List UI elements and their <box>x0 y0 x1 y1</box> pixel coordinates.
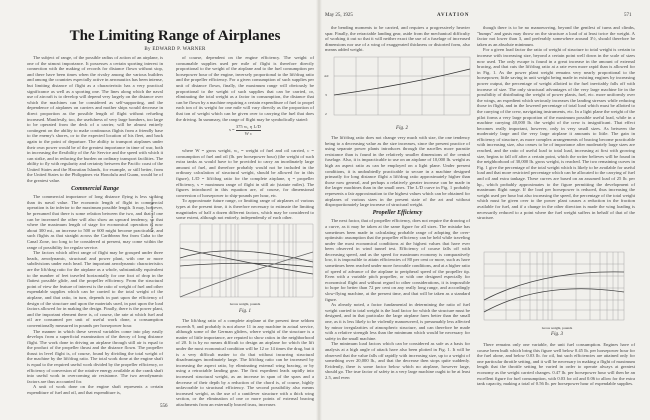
section-heading-commercial-range: Commercial Range <box>71 185 119 192</box>
formula-numerator: 375 w₁ η L/D <box>235 124 261 130</box>
figure-3-grid <box>484 252 624 320</box>
paragraph: The lift/drag ratio of a complete airplane at the present time seldom exceeds 9, and probably is not above 11 in any machine in actual service, although some of the German gliders, where weight of the structure is a matter of little importance, are reputed to show ratios in the neighborhood of 20. It is by no means difficult to design an airplane for which the lift under the most economical condition will be 12 or 14 times the drag, but it is a very difficult matter to do that without incurring structural disadvantages inordinately large. The lift/drag ratio can be increased by increasing the aspect ratio, by eliminating external wing bracing, or by using a retractable landing gear. The first expedient leads rapidly into increased structural weight, as an increase in span of the spars and a decrease of their depth by a reduction of the chord is, of course, highly unfavorable to structural efficiency. The second possibility also means increased weight, as the use of a cantilever structure with a thick wing section, or the elimination of one or more points of external bracing attachments from an externally braced truss, increases <box>176 318 314 407</box>
fig1-caption: Fig. 1 <box>239 309 251 314</box>
fig2-curve <box>334 69 470 95</box>
fig3-caption: Fig. 3 <box>551 332 563 337</box>
fig1-xlabel: Gross weight, pounds <box>229 302 261 306</box>
fig3-xlabel: Gross weight, pounds <box>541 326 573 330</box>
paragraph: A unit of work done on the engine shaft represents a certain expenditure of fuel and oil, and that expenditure is, <box>27 384 163 396</box>
paragraph: where W = gross weight, w₁ = weight of fuel and oil carried, c = consumption of fuel and oil (lb. per horsepower hour) (the weight of such extra tanks as would have to be provided to carry an inordinately large amount of fuel, and therefore probably would not be included in the ordinary calculation of structural weight, should be allowed for in this figure), L/D = lift/drag ratio for the complete airplane, η = propeller efficiency, s = maximum range of flight in still air (statute miles). The figures introduced in this equation are, of course, for dimensional conversion of horsepower to ship-pounds per hour, etc. <box>176 148 314 198</box>
byline: By EDWARD P. WARNER <box>144 47 206 52</box>
left-page-column-2-mid <box>176 148 314 220</box>
left-page-column-1 <box>27 55 163 400</box>
fig1-ylabel: L/D ratio and load factor <box>150 197 154 232</box>
paragraph: For a given load factor the ratio of weight of structure to total weight is certain to increase with increasing size, beyond a certain point well down in the scale of sizes now used. The only escape is found in a great increase in the amount of external bracing, and that cuts the lift/drag ratio at a rate even more rapid than is allowed for in Fig. 1. As the power plant weight remains very nearly proportional to the horsepower, little saving in unit weight being made in existing engines by increasing power output, the percentage of weight allotted to the fuel inevitably falls off with increase of size. The only structural advantages of the very large machine lie in the possibility of distributing the weight of power plants, fuel, etc. more uniformly over the wings, an expedient which seriously increases the landing stresses while reducing those in flight, and in the lowered percentage of total load which must be allotted to the carrying of the crew, navigating instruments, etc. In a light plane the weight of the pilot forms a very large proportion of the maximum possible useful load, while in a machine carrying 40,000 lb. the weight of the crew is insignificant. That effect becomes really important, however, only in very small sizes. As between the moderately large and the very large airplane it amounts to little. The gain in efficiency of structure, as more complex arrangements of bracing become practicable with increasing size, also ceases to be of importance after moderately large sizes are reached, and the ratio of useful load to total load, increasing at first with growing size, begins to fall off after a certain point, which the writer believes will be found in the neighborhood of 30,000 lb. gross weight, is reached. The two remaining curves in Fig. 1 give the percentage of the total weight which is likely to be available for useful load and that more restricted percentage which can be allocated to the carrying of fuel and oil and extra tankage. These curves are based on an assumed load of 25 lb. per hp., which probably approximates to the figure permitting the development of maximum flight range. If the load per horsepower is reduced, thus increasing the weight used per hour but also increasing the speed, the percentage of the total weight which must be given over to the power plant causes a reduction in the fraction available for fuel, and if a change in the other direction is made the wing loading is necessarily reduced to a point where the fuel weight suffers in behalf of that of the structure. <box>477 47 635 221</box>
header-date: May 25, 1925 <box>325 13 353 18</box>
right-page-column-1-top <box>325 25 470 53</box>
right-page-column-1 <box>325 135 470 405</box>
fig2-caption: Fig. 2 <box>396 126 408 131</box>
paragraph: The commercial importance of long distance flying is less striking than its naval value. The economic length of flight in commercial operation is far inferior to the maximum possible length. It may, however, be presumed that there is some relation between the two, and that if one can be increased the other will also show an upward tendency, so that where the maximum length of stage for economical operation is now about 300 mi., an increase to 500 or 600 might become practicable, and such flights as that straight across the Caribbean Sea from Cuba to the Canal Zone, too long to be considered at present, may come within the range of possibility for regular service. <box>27 194 163 250</box>
left-page-column-2-bottom <box>176 318 314 407</box>
range-formula <box>176 124 314 136</box>
paragraph: As already noted, a factor fundamental in determining the ratio of fuel weight carried to total weight is the load factor for which the structure must be designed, and in that particular the large airplane fares better than the small one, as it is less likely to be violently manoeuvred, is presumably less affected by minor irregularities of atmospheric structure, and can therefore be made with a relative strength less than the minimum which would be necessary for safety in the small machine. <box>325 302 470 341</box>
fig2-ytick: 2 <box>325 112 327 116</box>
figure-1-grid <box>180 224 313 297</box>
right-page-column-2 <box>477 25 635 247</box>
page-number: 556 <box>160 404 168 409</box>
paragraph: of course, dependent on the engine efficiency. The weight of consumable supplies used per mile of flight is therefore directly proportional to the weight of the airplane and to the fuel consumption per horsepower hour of the engine, inversely proportional to the lift/drag ratio and the propeller efficiency. For a given consumption of such supplies per unit of distance flown, finally, the maximum range will obviously be proportional to the weight of such supplies that can be carried, or, eliminating the total weight as a factor in consumption, the distance that can be flown by a machine requiring a certain expenditure of fuel to propel each ton of its weight for one mile will vary directly as the proportion of that ton of weight which can be given over to carrying the fuel that does the driving. In summary, the range of flight may be symbolically stated: <box>176 55 314 122</box>
formula-denominator: W c <box>244 130 253 136</box>
paragraph: The subject of range, of the possible radius of action of an airplane, is one of the utmost importance. It possesses a certain sporting interest in connection with the making of records for distance flown without stop, and there have been times when the rivalry among the various builders and among the countries especially active in aeronautics has been intense, but limiting distance of flight as a characteristic has a very practical significance as well as a sporting one. The lines along which the naval use of aircraft is to develop will depend very largely on the distance over which the machines can be considered as self-supporting, and the dependence of airplanes on carriers and mother ships would decrease in direct proportion as the possible length of flight without refueling increased. Manifestly, too, the usefulness of very large bombers, too large to be operated from the deck of a carrier, will be almost entirely contingent on the ability to make continuous flights from a friendly base to the enemy's shores, or to the expected location of his fleet, and back again to the point of departure. The ability to transport airplanes under their own power would be of the greatest importance in time of war, both in increasing the flexibility of the Air Service and the speed with which it can strike, and in reducing the burden on ordinary transport facilities. The ability to fly with regularity and certainty between the Pacific coast of the United States and the Hawaiian Islands, for example, or still better, from the United States to the Philippines via Honolulu and Guam, would be of the greatest value. <box>27 55 163 184</box>
fig2-ytick: 3 <box>325 93 327 97</box>
paragraph: There remains only one variable, the unit fuel consumption. Engines have of course been built which bring this figure well below 0.45 lb. per horsepower hour for the fuel alone, and below 0.03 lb. for oil, but such efficiencies are attained only for one particular throttle setting, and it will be necessary in making a flight of maximum length that the throttle setting be varied in order to operate always at greatest economy as the weight carried changes. 0.47 lb. per horsepower hour will then be an excellent figure for fuel consumption, with 0.03 for oil and 0.06 to allow for the extra tank capacity, making a total of 0.56 lb. per horsepower hour of expendable supplies. <box>477 342 635 387</box>
figure-3-chart <box>482 250 632 325</box>
right-page <box>322 0 650 420</box>
paragraph: The lift/drag ratio does not change very much with size, the one tendency being to a decreasing value as the size increases, since the present practice of using separate power plants introduces through the nacelles more parasite resistance than is found in the relatively smaller dimensions of the central fuselage. Also, it is impracticable to use on an airplane of 10,000 lb. weight as high an aspect ratio as can be employed on a light plane. Under present conditions, it is undoubtedly practicable to secure in a machine designed primarily for long distance flight a lift/drag ratio approximately higher than those now general, and perhaps a relatively greater increase can be made in the larger machines than in the small ones. The L/D curve in Fig. 1 probably represents a fair approximation to the highest values which can be obtained for airplanes of various sizes in the present state of the art and without disproportionately large increase of structural weight. <box>325 135 470 208</box>
paragraph: though there is to be no manoeuvring, beyond the gentlest of turns and climbs, "bumps" and gusts may throw on the structure a load of at least twice the weight. A factor not lower than 3, and preferably somewhere around 3½, should therefore be taken as an absolute minimum. <box>477 25 635 47</box>
paragraph: The next factor, that of propeller efficiency, does not require the drawing of a curve, as it may be taken at the same figure for all sizes. The mistake has sometimes been made in calculating probable range of adopting the over-optimistic assumption that the propeller efficiency can be held while traveling under the most economical conditions at the highest values that have ever been observed in wind tunnel test. Efficiency of course falls off with decreasing speed, and as the speed for maximum economy is comparatively low, it is impossible to attain efficiencies of 80 per cent or more, such as have sometimes been reached under more favorable conditions, and at a higher ratio of speed of advance of the airplane to peripheral speed of the propeller tip. Even with a variable pitch propeller, or with one designed especially for economical flight and without regard to other considerations, it is impossible to hope for better than 72 per cent on any really long range, and accordingly slow-flying machine, at the present time, and that will be taken as a standard figure. <box>325 218 470 302</box>
fig2-ytick: 4.0 <box>324 74 329 78</box>
paragraph: The minimum load factors which can be considered as safe as a basis for analysis at a high angle of attack have also been plotted in Fig. 1. It will be observed that the value falls off rapidly with increasing size, up to a weight of something over 20,000 lb., and that the decrease then stops quite suddenly. Evidently, there is some factor below which no airplane, however large, should go. The true factor of safety in a very large machine ought to be at least 2.5, and even <box>325 341 470 380</box>
section-heading-propeller-efficiency: Propeller Efficiency <box>372 209 423 216</box>
paragraph: To approximate future range, or limiting range of airplanes of various types at the present time, it is therefore necessary to estimate the limiting magnitudes of half a dozen different factors, which may be considered to some extent, although not entirely, independently of each other. <box>176 198 314 221</box>
figure-1-chart <box>170 222 316 304</box>
fig3-curve-lower <box>484 289 624 312</box>
paragraph: The manner in which these several variables come into play easily develops from a superficial examination of the theory of long distance flight. The work done in driving an airplane through still air is equal to the product of the propeller thrust and the distance flown. The propeller thrust in level flight is, of course, found by dividing the total weight of the machine by the lift/drag ratio. The total work done at the engine shaft is equal to the required useful work divided by the propeller efficiency, or efficiency of conversion of the rotative energy available at the crank shaft into useful work in overcoming air resistance. The two aerodynamic factors are thus accounted for. <box>27 328 163 384</box>
figure-2-grid <box>334 57 470 115</box>
paragraph: The factors which affect range of flight may be grouped under three heads, aerodynamic, structural and power plant, with one or more subdivisions under each head. The important aerodynamic characteristics are the lift/drag ratio for the airplane as a whole, substantially equivalent to the number of feet traveled horizontally for one foot of drop in the flattest possible glide, and the propeller efficiency. From the structural point of view the feature of interest is the ratio of weight of fuel and other expendable supplies which can be carried to the total weight of the airplane, and that ratio, in turn, depends in part upon the efficiency of design of the structure and upon the materials used, in part upon the load factors allowed for in making the design. Finally, there is the power plant, and the important element there is, of course, the rate at which fuel and oil are consumed per unit of useful work done, a consumption conventionally measured in pounds per horsepower hour. <box>27 250 163 328</box>
article-title: The Limiting Range of Airplanes <box>69 28 281 44</box>
left-page <box>0 0 322 420</box>
right-page-column-2-bottom <box>477 342 635 404</box>
paragraph: the bending moments to be carried, and requires a progressively heavier spar. Finally, the retractable landing gear, aside from the mechanical difficulty of working it out so that it will neither exact the use of a fuselage of increased dimensions nor use of a wing of exaggerated thickness or distorted form, also means added weight. <box>325 25 470 53</box>
figure-2-chart <box>326 55 472 120</box>
left-page-column-2-top <box>176 55 314 155</box>
formula-lhs: s = <box>229 127 235 133</box>
page-number: 571 <box>624 13 632 18</box>
header-magazine-title: AVIATION <box>437 13 470 18</box>
